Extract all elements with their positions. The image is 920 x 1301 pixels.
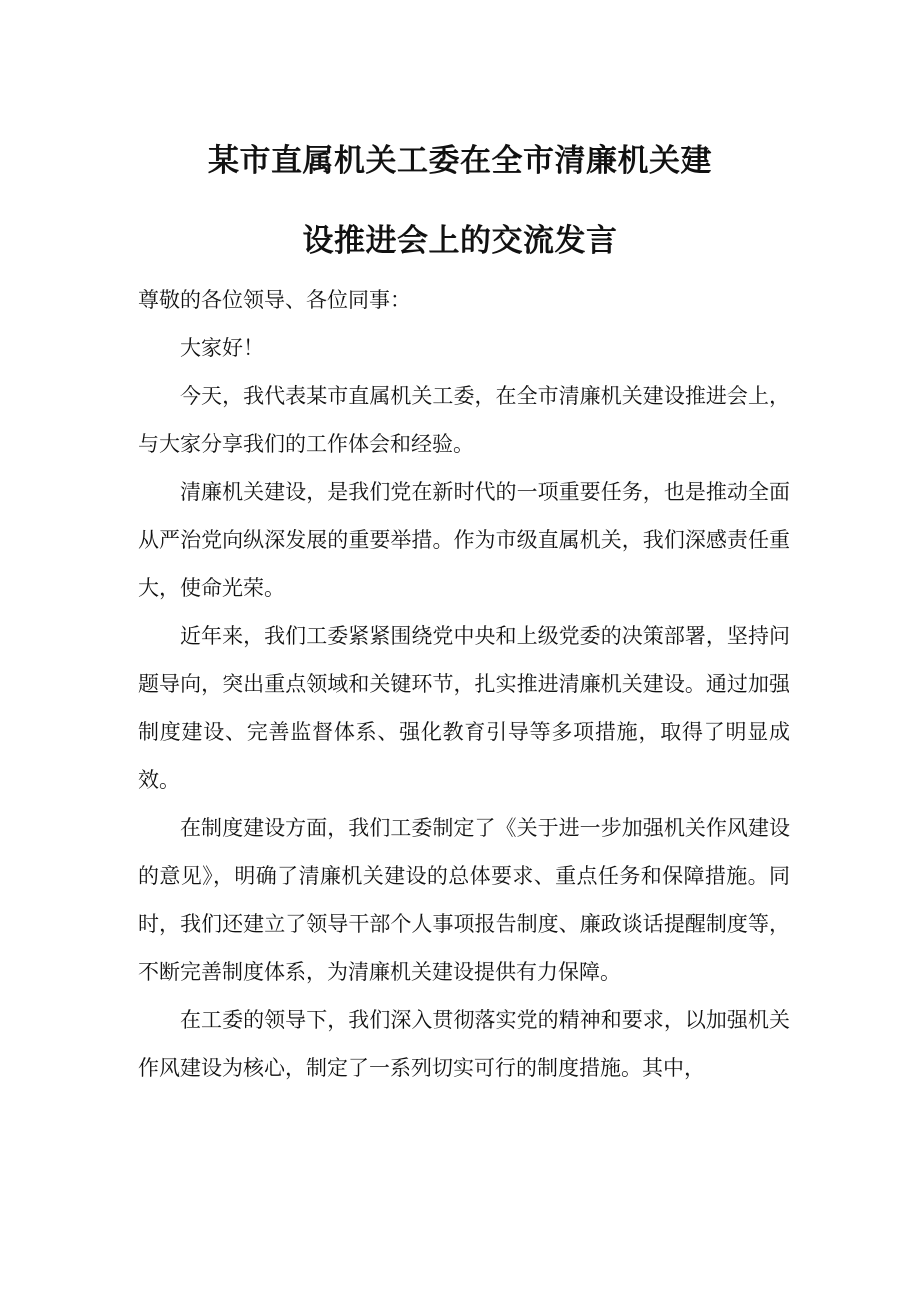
document-title-line-2: 设推进会上的交流发言 (302, 223, 618, 259)
document-body (138, 276, 790, 1092)
paragraph-institution-building: 在制度建设方面，我们工委制定了《关于进一步加强机关作风建设的意见》，明确了清廉机关建设的总体要求、重点任务和保障措施。同时，我们还建立了领导干部个人事项报告制度、廉政谈话提醒制度等，不断完善制度体系，为清廉机关建设提供有力保障。 (138, 816, 790, 984)
document-title-line-1: 某市直属机关工委在全市清廉机关建 (208, 143, 712, 179)
paragraph-intro: 今天，我代表某市直属机关工委，在全市清廉机关建设推进会上，与大家分享我们的工作体会和经验。 (138, 384, 790, 456)
salutation: 尊敬的各位领导、各位同事： (138, 288, 411, 312)
paragraph-greeting: 大家好！ (180, 336, 264, 360)
paragraph-significance: 清廉机关建设，是我们党在新时代的一项重要任务，也是推动全面从严治党向纵深发展的重要举措。作为市级直属机关，我们深感责任重大，使命光荣。 (138, 480, 790, 600)
paragraph-implementation: 在工委的领导下，我们深入贯彻落实党的精神和要求，以加强机关作风建设为核心，制定了一系列切实可行的制度措施。其中， (138, 1008, 790, 1080)
paragraph-achievements: 近年来，我们工委紧紧围绕党中央和上级党委的决策部署，坚持问题导向，突出重点领域和关键环节，扎实推进清廉机关建设。通过加强制度建设、完善监督体系、强化教育引导等多项措施，取得了明显成效。 (138, 624, 790, 792)
